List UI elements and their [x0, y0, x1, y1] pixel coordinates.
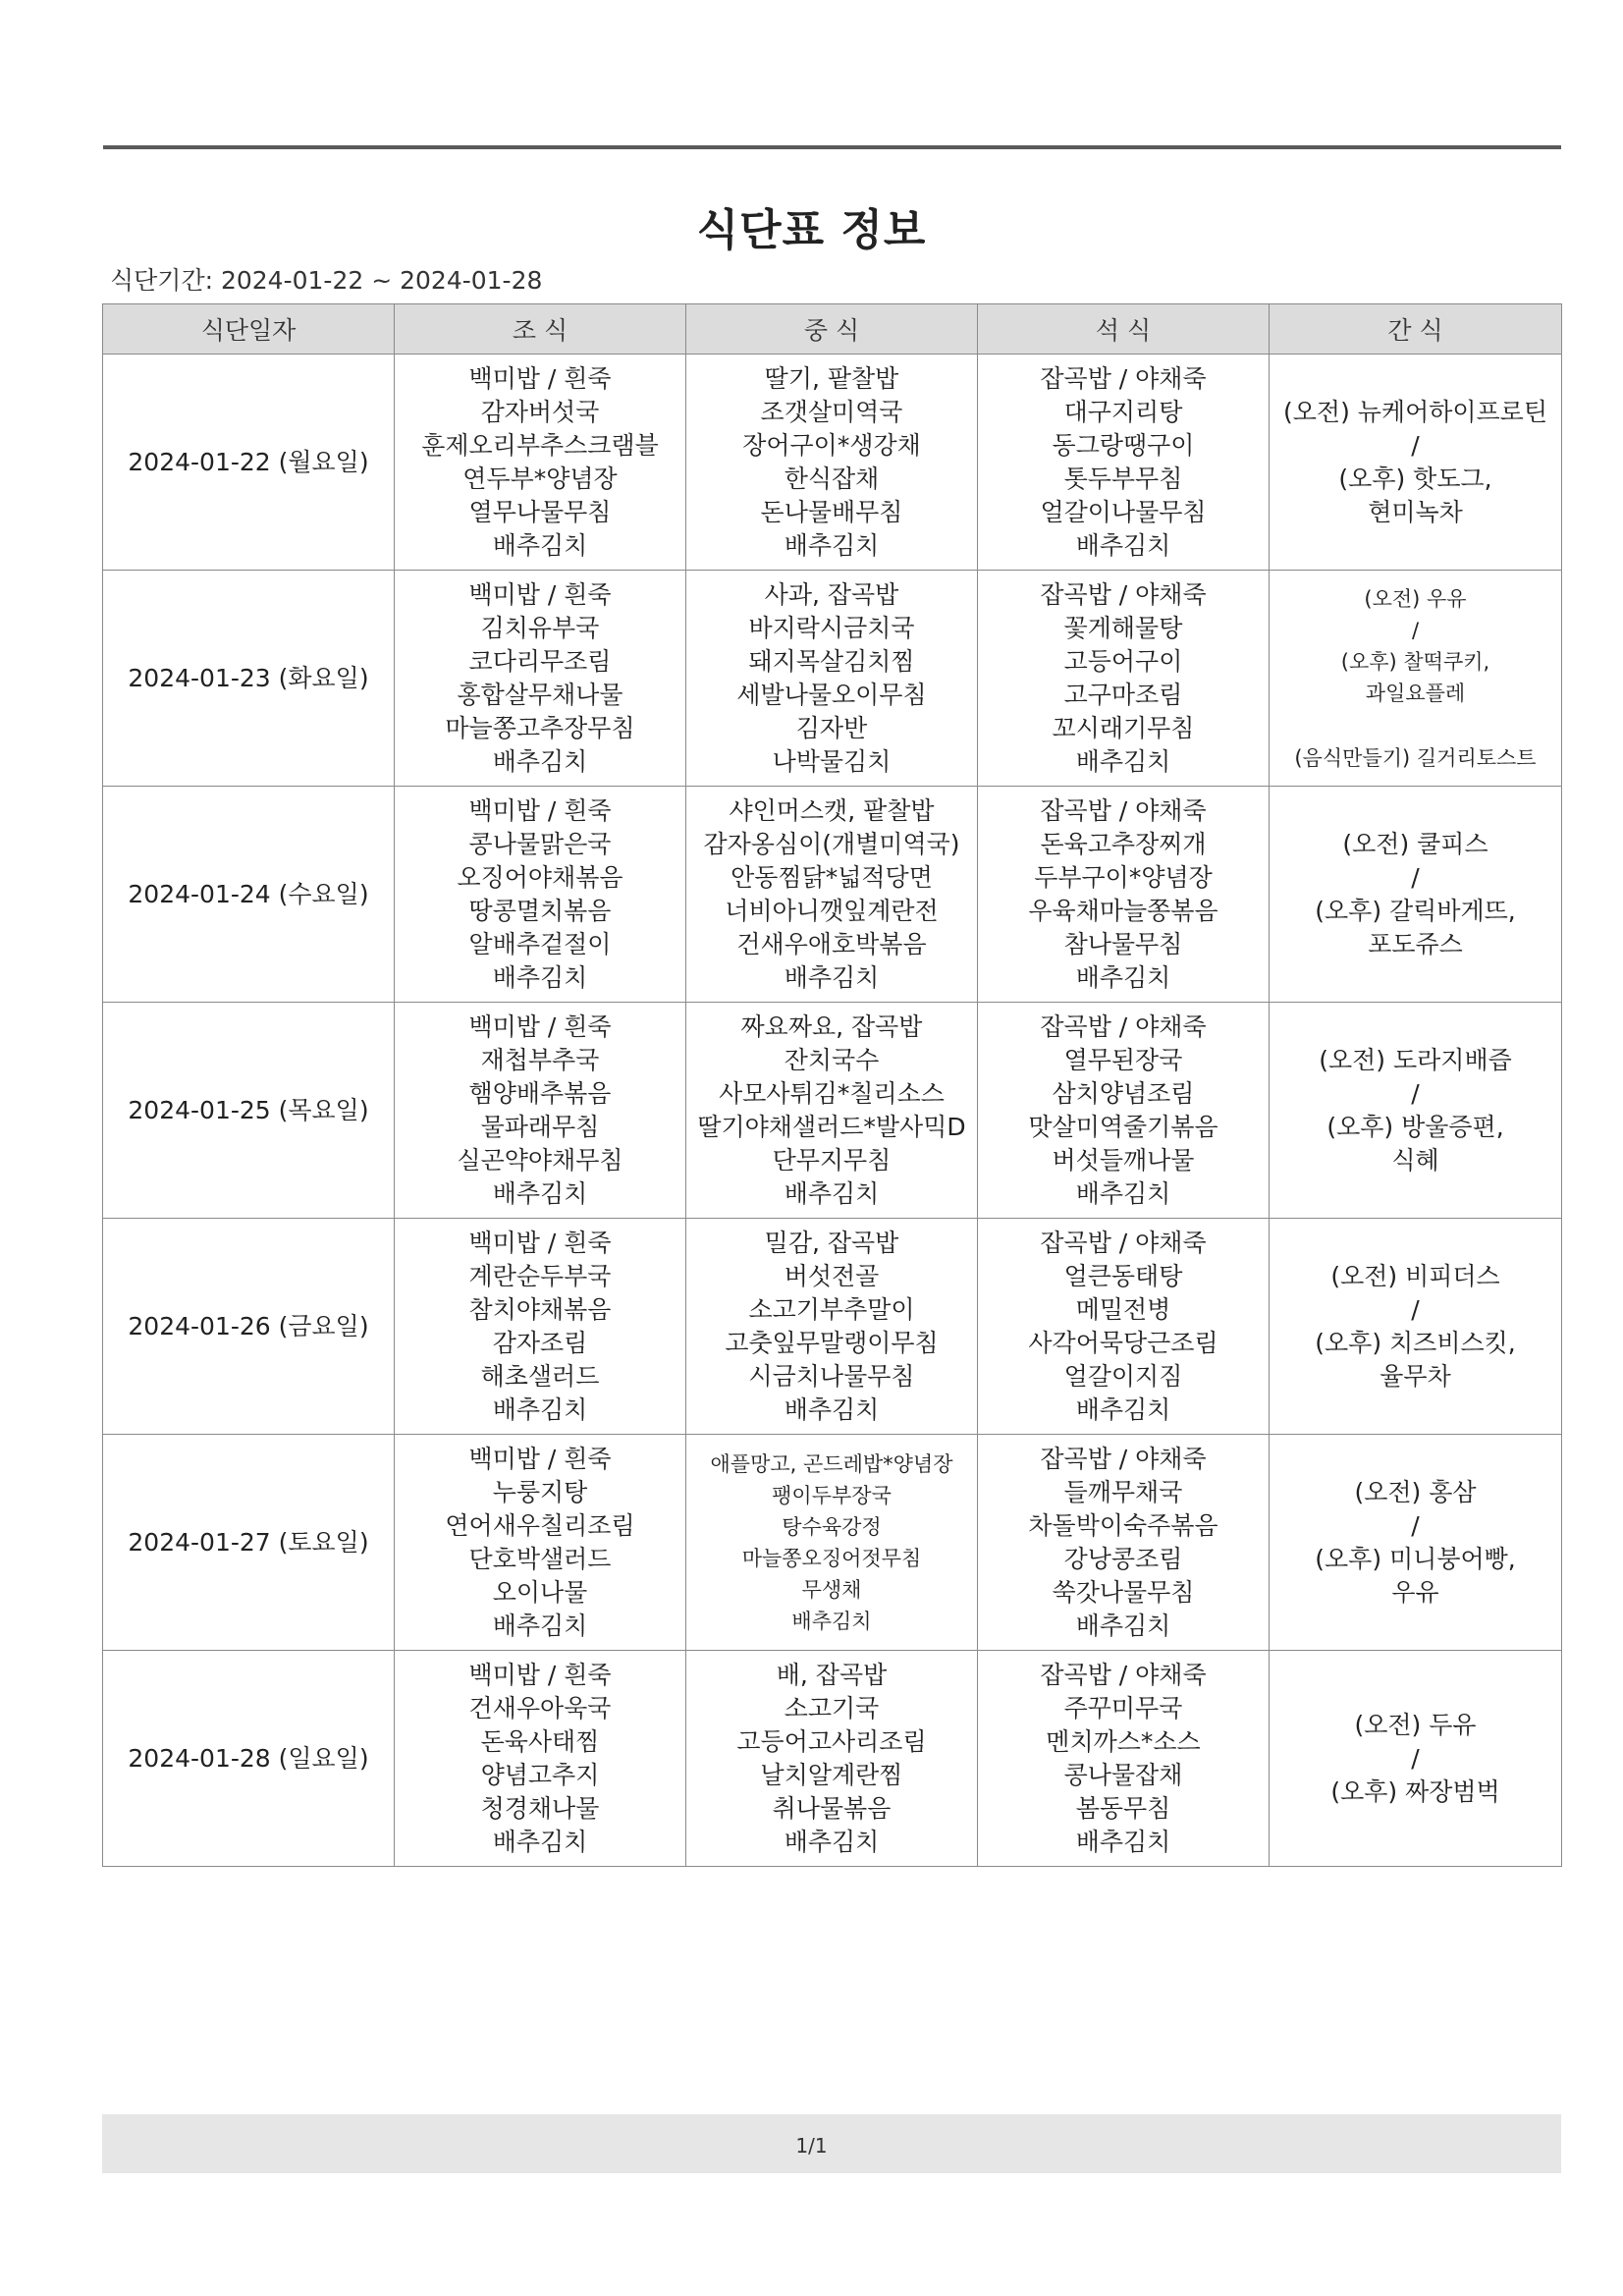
table-row [103, 1435, 1562, 1651]
menu-item: 배추김치 [492, 1827, 588, 1856]
date-cell: 2024-01-28 (일요일) [103, 1651, 395, 1867]
menu-item: 안동찜닭*넓적당면 [730, 862, 933, 892]
menu-item: / [1411, 1510, 1420, 1540]
menu-item: 딸기야채샐러드*발사믹D [697, 1112, 966, 1141]
menu-item: 조갯살미역국 [760, 397, 903, 426]
menu-item: 콩나물잡채 [1063, 1760, 1183, 1789]
date-cell: 2024-01-22 (월요일) [103, 355, 395, 571]
menu-item: 햄양배추볶음 [468, 1078, 612, 1108]
menu-item: 백미밥 / 흰죽 [468, 579, 612, 609]
menu-item: 꼬시래기무침 [1052, 713, 1195, 742]
menu-item: (오전) 두유 [1354, 1710, 1477, 1739]
menu-item: 돈육사태찜 [480, 1726, 600, 1756]
menu-item: 봄동무침 [1075, 1793, 1171, 1823]
menu-item: 콩나물맑은국 [468, 829, 612, 858]
menu-item: 배추김치 [1075, 530, 1171, 560]
menu-item: 샤인머스캣, 팥찰밥 [729, 795, 935, 825]
menu-item: 딸기, 팥찰밥 [764, 363, 899, 393]
menu-item: 애플망고, 곤드레밥*양념장 [710, 1451, 953, 1476]
page-title: 식단표 정보 [696, 205, 927, 255]
menu-item: 배추김치 [492, 1178, 588, 1208]
menu-item: 감자옹심이(개별미역국) [703, 829, 960, 858]
menu-item: (음식만들기) 길거리토스트 [1294, 745, 1537, 770]
menu-item: 고춧잎무말랭이무침 [725, 1328, 939, 1357]
menu-item: 날치알계란찜 [760, 1760, 903, 1789]
menu-item: 얼큰동태탕 [1063, 1261, 1183, 1290]
meal-table [102, 303, 1562, 1867]
menu-item: / [1411, 1743, 1420, 1773]
breakfast-cell [395, 1219, 686, 1435]
menu-item: 한식잡채 [784, 464, 880, 493]
menu-item: 톳두부무침 [1063, 464, 1183, 493]
menu-item: 알배추겉절이 [468, 929, 612, 958]
menu-item: 메밀전병 [1075, 1294, 1171, 1324]
menu-item: 잔치국수 [784, 1045, 880, 1074]
snack-cell [1270, 1651, 1562, 1867]
dinner-cell [978, 355, 1270, 571]
menu-item: 열무나물무침 [468, 497, 612, 526]
menu-item: (오전) 도라지배즙 [1319, 1045, 1512, 1074]
menu-item: 백미밥 / 흰죽 [468, 1660, 612, 1689]
menu-item: 무생채 [801, 1577, 862, 1602]
lunch-cell [686, 787, 978, 1003]
menu-item: 멘치까스*소스 [1046, 1726, 1201, 1756]
menu-item: 나박물김치 [772, 746, 892, 776]
menu-item: 삼치양념조림 [1052, 1078, 1195, 1108]
menu-item: 세발나물오이무침 [736, 680, 927, 709]
menu-item: 청경채나물 [480, 1793, 600, 1823]
menu-item: 소고기국 [784, 1693, 880, 1722]
menu-item: / [1411, 618, 1420, 642]
menu-item: 너비아니깻잎계란전 [725, 896, 939, 925]
menu-item: 배추김치 [492, 1394, 588, 1424]
table-row [103, 1651, 1562, 1867]
menu-item: 잡곡밥 / 야채죽 [1040, 1660, 1207, 1689]
header-date: 식단일자 [103, 304, 395, 355]
menu-item: 꽃게해물탕 [1063, 613, 1183, 642]
menu-item: 백미밥 / 흰죽 [468, 1011, 612, 1041]
menu-item: 연어새우칠리조림 [445, 1510, 635, 1540]
page-number: 1/1 [795, 2134, 828, 2158]
breakfast-cell [395, 1651, 686, 1867]
menu-item: 배추김치 [1075, 1394, 1171, 1424]
menu-item: 들깨무채국 [1063, 1477, 1183, 1506]
snack-cell [1270, 355, 1562, 571]
menu-item: 돼지목살김치찜 [748, 646, 915, 676]
menu-item: 양념고추지 [480, 1760, 600, 1789]
lunch-cell [686, 571, 978, 787]
menu-item: 잡곡밥 / 야채죽 [1040, 1228, 1207, 1257]
menu-item: (오전) 쿨피스 [1342, 829, 1488, 858]
menu-item: 소고기부추말이 [748, 1294, 915, 1324]
menu-item: (오후) 짜장범벅 [1330, 1777, 1500, 1806]
snack-cell [1270, 1003, 1562, 1219]
lunch-cell [686, 355, 978, 571]
menu-item: 홍합살무채나물 [457, 680, 623, 709]
menu-item: 맛살미역줄기볶음 [1028, 1112, 1218, 1141]
table-row [103, 355, 1562, 571]
menu-item: 감자조림 [492, 1328, 588, 1357]
menu-item: (오후) 찰떡쿠키, [1340, 649, 1490, 674]
menu-item: 백미밥 / 흰죽 [468, 363, 612, 393]
menu-item: 감자버섯국 [480, 397, 600, 426]
menu-item: 밀감, 잡곡밥 [764, 1228, 899, 1257]
menu-item: (오후) 미니붕어빵, [1315, 1544, 1516, 1573]
menu-item: 배추김치 [1075, 1178, 1171, 1208]
dinner-cell [978, 1219, 1270, 1435]
menu-item: 배추김치 [492, 1611, 588, 1640]
menu-item: (오후) 갈릭바게뜨, [1315, 896, 1516, 925]
menu-item: / [1411, 862, 1420, 892]
menu-item: 배, 잡곡밥 [776, 1660, 888, 1689]
menu-item: 짜요짜요, 잡곡밥 [740, 1011, 923, 1041]
lunch-cell [686, 1651, 978, 1867]
snack-cell [1270, 787, 1562, 1003]
menu-item: 배추김치 [784, 1827, 880, 1856]
menu-item: 훈제오리부추스크램블 [421, 430, 659, 460]
menu-item: 두부구이*양념장 [1034, 862, 1213, 892]
snack-cell [1270, 571, 1562, 787]
menu-item: 배추김치 [791, 1609, 872, 1633]
table-header-row [103, 304, 1562, 355]
menu-item: 단무지무침 [772, 1145, 892, 1175]
menu-item: 포도쥬스 [1368, 929, 1463, 958]
breakfast-cell [395, 1435, 686, 1651]
menu-item: 참치야채볶음 [468, 1294, 612, 1324]
menu-item: 잡곡밥 / 야채죽 [1040, 579, 1207, 609]
menu-item: 땅콩멸치볶음 [468, 896, 612, 925]
menu-item: 김치유부국 [480, 613, 600, 642]
menu-item: 사모사튀김*칠리소스 [719, 1078, 945, 1108]
header-snack: 간 식 [1270, 304, 1562, 355]
menu-item: 오징어야채볶음 [457, 862, 623, 892]
menu-item: 마늘쫑오징어젓무침 [741, 1546, 922, 1570]
menu-item: 배추김치 [492, 962, 588, 992]
menu-item: 장어구이*생강채 [742, 430, 921, 460]
snack-cell [1270, 1435, 1562, 1651]
menu-item: 건새우아욱국 [468, 1693, 612, 1722]
dinner-cell [978, 787, 1270, 1003]
menu-item: 과일요플레 [1365, 681, 1466, 705]
menu-item: 율무차 [1380, 1361, 1451, 1391]
menu-item: 오이나물 [492, 1577, 588, 1607]
menu-item: 연두부*양념장 [462, 464, 618, 493]
menu-item: 단호박샐러드 [468, 1544, 612, 1573]
menu-item: 배추김치 [492, 530, 588, 560]
menu-item: (오전) 우유 [1364, 586, 1467, 611]
menu-item: 마늘쫑고추장무침 [445, 713, 635, 742]
dinner-cell [978, 1651, 1270, 1867]
menu-item: 코다리무조림 [468, 646, 612, 676]
table-row [103, 571, 1562, 787]
date-cell: 2024-01-24 (수요일) [103, 787, 395, 1003]
menu-item: 재첩부추국 [480, 1045, 600, 1074]
menu-item: 백미밥 / 흰죽 [468, 795, 612, 825]
menu-item: (오후) 핫도그, [1338, 464, 1492, 493]
menu-item: 백미밥 / 흰죽 [468, 1444, 612, 1473]
menu-item: 탕수육강정 [782, 1514, 882, 1539]
menu-item: 강낭콩조림 [1063, 1544, 1183, 1573]
menu-item: 잡곡밥 / 야채죽 [1040, 363, 1207, 393]
menu-item: 우육채마늘쫑볶음 [1028, 896, 1218, 925]
date-cell: 2024-01-26 (금요일) [103, 1219, 395, 1435]
dinner-cell [978, 571, 1270, 787]
menu-item: 취나물볶음 [772, 1793, 892, 1823]
lunch-cell [686, 1219, 978, 1435]
menu-item: 대구지리탕 [1063, 397, 1183, 426]
menu-item: 고구마조림 [1063, 680, 1183, 709]
menu-item: 누룽지탕 [492, 1477, 588, 1506]
date-cell: 2024-01-25 (목요일) [103, 1003, 395, 1219]
menu-item: 배추김치 [492, 746, 588, 776]
dinner-cell [978, 1003, 1270, 1219]
menu-item: 건새우애호박볶음 [736, 929, 927, 958]
menu-item: 참나물무침 [1063, 929, 1183, 958]
menu-item: (오전) 뉴케어하이프로틴 [1283, 397, 1547, 426]
menu-item: 계란순두부국 [468, 1261, 612, 1290]
menu-item: 백미밥 / 흰죽 [468, 1228, 612, 1257]
menu-item: 배추김치 [784, 1178, 880, 1208]
menu-item: 해초샐러드 [480, 1361, 600, 1391]
date-cell: 2024-01-27 (토요일) [103, 1435, 395, 1651]
menu-item: 차돌박이숙주볶음 [1028, 1510, 1218, 1540]
menu-item: 잡곡밥 / 야채죽 [1040, 1444, 1207, 1473]
header-breakfast: 조 식 [395, 304, 686, 355]
menu-item: 식혜 [1391, 1145, 1439, 1175]
table-row [103, 1219, 1562, 1435]
menu-item: / [1411, 430, 1420, 460]
menu-item: (오전) 홍삼 [1354, 1477, 1477, 1506]
header-dinner: 석 식 [978, 304, 1270, 355]
menu-item: 시금치나물무침 [748, 1361, 915, 1391]
menu-item: 우유 [1391, 1577, 1439, 1607]
menu-item: 배추김치 [784, 962, 880, 992]
menu-item: (오전) 비피더스 [1330, 1261, 1500, 1290]
breakfast-cell [395, 355, 686, 571]
menu-item: 동그랑땡구이 [1052, 430, 1195, 460]
snack-cell [1270, 1219, 1562, 1435]
header-rule [103, 145, 1561, 149]
menu-item: (오후) 치즈비스킷, [1315, 1328, 1516, 1357]
menu-item: 얼갈이나물무침 [1040, 497, 1207, 526]
menu-item: 배추김치 [784, 530, 880, 560]
menu-item: 실곤약야채무침 [457, 1145, 623, 1175]
menu-item: / [1411, 1294, 1420, 1324]
menu-item: 바지락시금치국 [748, 613, 915, 642]
lunch-cell [686, 1435, 978, 1651]
menu-item: 팽이두부장국 [772, 1483, 892, 1507]
menu-item: 사각어묵당근조림 [1028, 1328, 1218, 1357]
menu-item: / [1411, 1078, 1420, 1108]
menu-item: 잡곡밥 / 야채죽 [1040, 795, 1207, 825]
dinner-cell [978, 1435, 1270, 1651]
menu-item: 돈육고추장찌개 [1040, 829, 1207, 858]
menu-item: 열무된장국 [1063, 1045, 1183, 1074]
menu-item: 쑥갓나물무침 [1052, 1577, 1195, 1607]
menu-item: 현미녹차 [1368, 497, 1463, 526]
date-cell: 2024-01-23 (화요일) [103, 571, 395, 787]
menu-item: 배추김치 [1075, 962, 1171, 992]
breakfast-cell [395, 787, 686, 1003]
menu-item: 버섯전골 [784, 1261, 880, 1290]
menu-item: 배추김치 [1075, 746, 1171, 776]
menu-item: 물파래무침 [480, 1112, 600, 1141]
menu-item: 주꾸미무국 [1063, 1693, 1183, 1722]
breakfast-cell [395, 571, 686, 787]
menu-item: 배추김치 [1075, 1827, 1171, 1856]
lunch-cell [686, 1003, 978, 1219]
menu-item: 고등어구이 [1063, 646, 1183, 676]
menu-item: 고등어고사리조림 [736, 1726, 927, 1756]
menu-item: 사과, 잡곡밥 [764, 579, 899, 609]
menu-item: 김자반 [795, 713, 868, 742]
menu-item: 버섯들깨나물 [1052, 1145, 1195, 1175]
header-lunch: 중 식 [686, 304, 978, 355]
table-row [103, 787, 1562, 1003]
menu-item: 잡곡밥 / 야채죽 [1040, 1011, 1207, 1041]
menu-item: (오후) 방울증편, [1326, 1112, 1504, 1141]
menu-item: 얼갈이지짐 [1063, 1361, 1183, 1391]
menu-item: 배추김치 [1075, 1611, 1171, 1640]
meal-period: 식단기간: 2024-01-22 ~ 2024-01-28 [110, 266, 543, 295]
menu-item: 배추김치 [784, 1394, 880, 1424]
menu-item: 돈나물배무침 [760, 497, 903, 526]
breakfast-cell [395, 1003, 686, 1219]
table-row [103, 1003, 1562, 1219]
